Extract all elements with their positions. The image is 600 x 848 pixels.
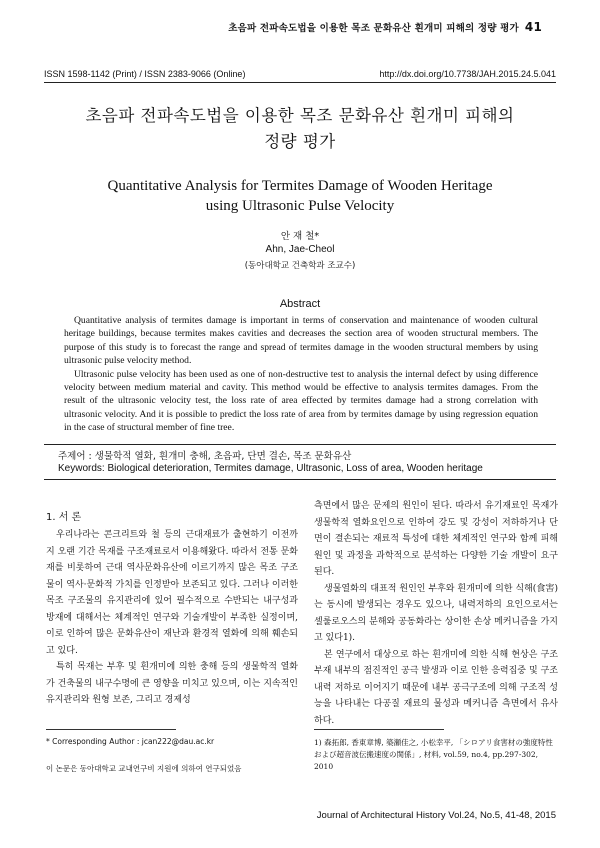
doi-link[interactable]: http://dx.doi.org/10.7738/JAH.2015.24.5.041	[379, 69, 556, 79]
body-paragraph: 본 연구에서 대상으로 하는 흰개미에 의한 식해 현상은 구조부재 내부의 점진적인 공극 발생과 이로 인한 응력집중 및 구조내력 저하로 이어지기 때문에 내부 공극구조에 의해 구조적 성능을 나타내는 다공질 재료의 물성과 메커니즘 측면에서 유사하다.	[314, 649, 558, 726]
section-heading: 1. 서 론	[46, 512, 82, 523]
footnote-funding: 이 논문은 동아대학교 교내연구비 지원에 의하여 연구되었음	[46, 764, 242, 773]
keywords-korean: 주제어 : 생물학적 열화, 흰개미 충해, 초음파, 단면 결손, 목조 문화유산	[58, 451, 352, 462]
running-header-title: 초음파 전파속도법을 이용한 목조 문화유산 흰개미 피해의 정량 평가	[228, 23, 519, 34]
title-korean-line2: 정량 평가	[264, 132, 336, 151]
keywords-english: Keywords: Biological deterioration, Termites damage, Ultrasonic, Loss of area, Wooden heritage	[58, 463, 483, 474]
keywords-bottom-rule	[44, 479, 556, 480]
title-korean	[0, 103, 600, 155]
title-english-line1: Quantitative Analysis for Termites Damage of Wooden Heritage	[107, 178, 493, 194]
title-english	[0, 176, 600, 216]
footnote-rule	[46, 729, 176, 730]
author-english: Ahn, Jae-Cheol	[265, 244, 335, 255]
abstract-paragraph: Quantitative analysis of termites damage is important in terms of conservation and maintenance of wooden cultural heritage buildings, because termites makes cavities and decreases the section area of wooden structural members. The purpose of this study is to forecast the range and spread of termites damage in the wooden structural members by using ultrasonic pulse velocity method.	[64, 315, 538, 367]
running-header	[228, 20, 542, 34]
body-paragraph: 측면에서 많은 문제의 원인이 된다. 따라서 유기재료인 목재가 생물학적 열화요인으로 인하여 강도 및 강성이 저하하거나 단면이 결손되는 재료적 특성에 대한 체계적인 연구와 함께 피해 원인 및 과정을 과학적으로 분석하는 다양한 기술 개발이 요구된다.	[314, 501, 558, 577]
abstract-heading: Abstract	[279, 298, 321, 310]
page-number: 41	[524, 20, 542, 34]
abstract-paragraph: Ultrasonic pulse velocity has been used as one of non-destructive test to analysis the internal defect by using difference velocity between medium material and cavity. This method would be effective to analysis termites damages. From the result of the ultrasonic velocity test, the loss rate of area effected by termites damage had a strong correlation with ultrasonic velocity. And it is possible to predict the loss rate of area from by termites damage by using regression equation in the case of structural member of fine tree.	[64, 368, 538, 434]
header-rule	[44, 82, 556, 83]
issn: ISSN 1598-1142 (Print) / ISSN 2383-9066 (Online)	[44, 69, 246, 79]
footnote-rule	[314, 729, 444, 730]
title-english-line2: using Ultrasonic Pulse Velocity	[205, 198, 395, 214]
body-paragraph: 우리나라는 콘크리트와 철 등의 근대재료가 출현하기 이전까지 오랜 기간 목재를 구조재료로서 이용해왔다. 따라서 전통 문화재를 비롯하여 근대 역사문화유산에 이르기까지 많은 목조 구조물이 역사·문화적 가치를 인정받아 보존되고 있다. 그러나 이러한 목조 구조물의 유지관리에 있어 필수적으로 수반되는 내구성과 방재에 대해서는 체계적인 연구와 기술개발이 부족한 실정이며, 이로 인하여 많은 문화유산이 재난과 환경적 열화에 의해 훼손되고 있다.	[46, 530, 298, 656]
footnote-corresponding-author: * Corresponding Author : jcan222@dau.ac.kr	[46, 737, 215, 746]
title-korean-line1: 초음파 전파속도법을 이용한 목조 문화유산 흰개미 피해의	[85, 106, 515, 125]
affiliation: (동아대학교 건축학과 조교수)	[244, 261, 356, 271]
journal-footer: Journal of Architectural History Vol.24, No.5, 41-48, 2015	[316, 810, 556, 821]
author-korean: 안 재 철*	[280, 231, 320, 242]
body-column-left	[46, 527, 298, 709]
abstract	[64, 314, 538, 435]
footnote-reference: 1) 森拓郎, 香東章博, 築瀬佳之, 小松幸平, 「シロアリ食害材の強度特性および超音波伝搬速度の関係」, 材料, vol.59, no.4, pp.297-302, 2010	[314, 738, 553, 771]
body-paragraph: 생물열화의 대표적 원인인 부후와 흰개미에 의한 식해(食害)는 동시에 발생되는 경우도 있으나, 내력저하의 요인으로서는 셀룰로오스의 분해와 공동화라는 상이한 손상 메커니즘을 가지고 있다1).	[314, 583, 558, 643]
body-paragraph: 특히 목재는 부후 및 흰개미에 의한 충해 등의 생물학적 열화가 건축물의 내구수명에 큰 영향을 미치고 있으며, 이는 지속적인 유지관리와 원형 보존, 그리고 경제성	[46, 662, 298, 705]
body-column-right	[314, 498, 558, 729]
keywords-top-rule	[44, 444, 556, 445]
